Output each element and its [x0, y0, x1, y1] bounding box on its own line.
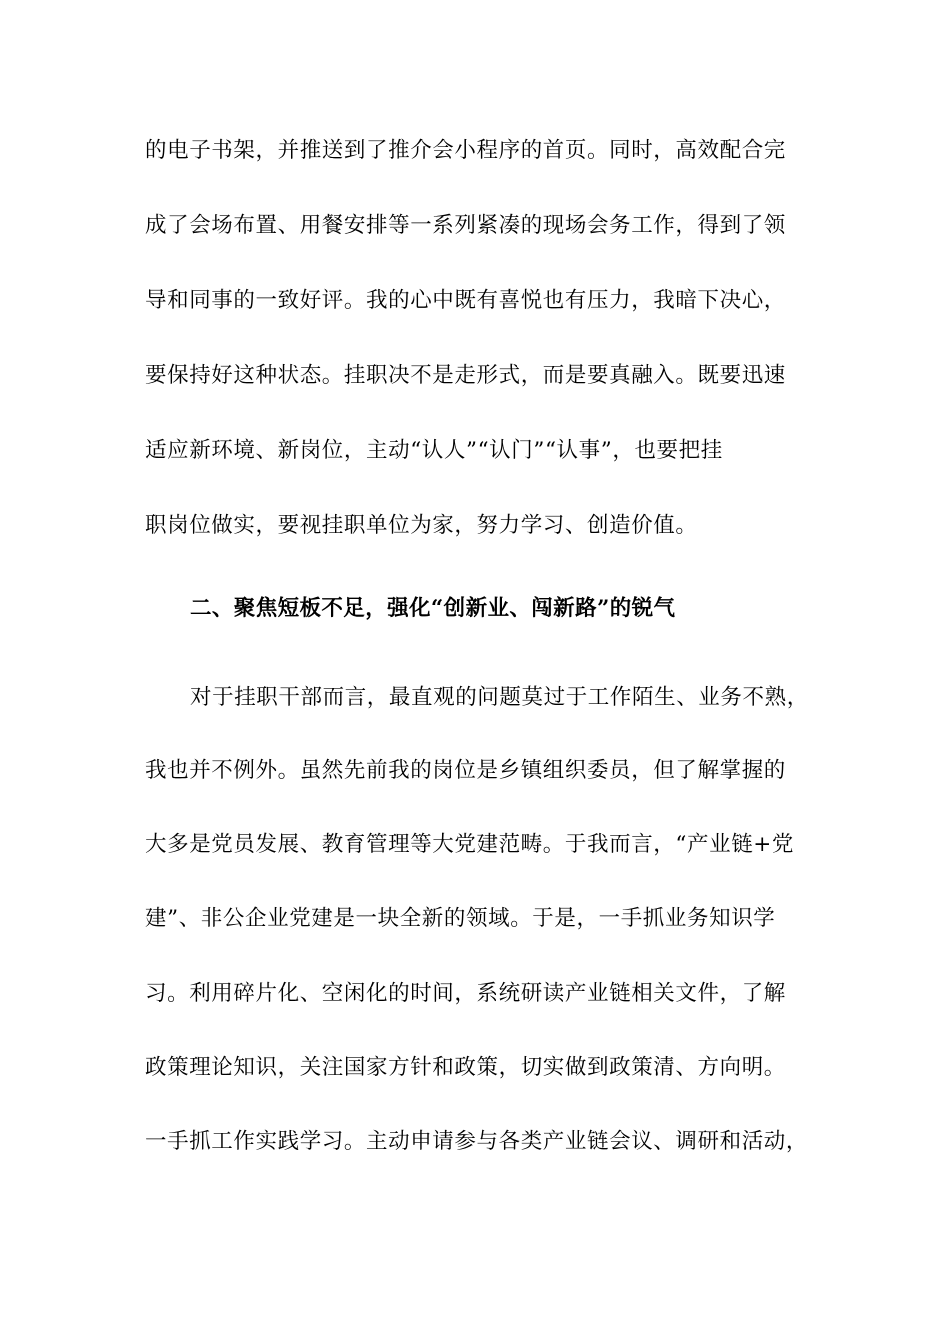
paragraph-2-line-6: 政策理论知识，关注国家方针和政策，切实做到政策清、方向明。 [145, 1055, 786, 1080]
paragraph-1-line-3: 导和同事的一致好评。我的心中既有喜悦也有压力，我暗下决心， [145, 288, 786, 313]
paragraph-1-line-5: 适应新环境、新岗位，主动“认人”“认门”“认事”，也要把挂 [145, 438, 723, 463]
paragraph-2-line-1: 对于挂职干部而言，最直观的问题莫过于工作陌生、业务不熟， [190, 685, 809, 710]
paragraph-2-line-7: 一手抓工作实践学习。主动申请参与各类产业链会议、调研和活动， [145, 1129, 809, 1154]
paragraph-2-line-4: 建”、非公企业党建是一块全新的领域。于是，一手抓业务知识学 [145, 906, 776, 931]
paragraph-1-line-1: 的电子书架，并推送到了推介会小程序的首页。同时，高效配合完 [145, 138, 786, 163]
section-heading: 二、聚焦短板不足，强化“创新业、闯新路”的锐气 [190, 596, 676, 621]
paragraph-1-line-4: 要保持好这种状态。挂职决不是走形式，而是要真融入。既要迅速 [145, 363, 786, 388]
paragraph-2-line-2: 我也并不例外。虽然先前我的岗位是乡镇组织委员，但了解掌握的 [145, 758, 786, 783]
paragraph-2-line-3: 大多是党员发展、教育管理等大党建范畴。于我而言，“产业链+党 [145, 832, 795, 857]
paragraph-2-line-5: 习。利用碎片化、空闲化的时间，系统研读产业链相关文件，了解 [145, 981, 786, 1006]
paragraph-1-line-2: 成了会场布置、用餐安排等一系列紧凑的现场会务工作，得到了领 [145, 213, 786, 238]
paragraph-1-line-6: 职岗位做实，要视挂职单位为家，努力学习、创造价值。 [145, 513, 698, 538]
